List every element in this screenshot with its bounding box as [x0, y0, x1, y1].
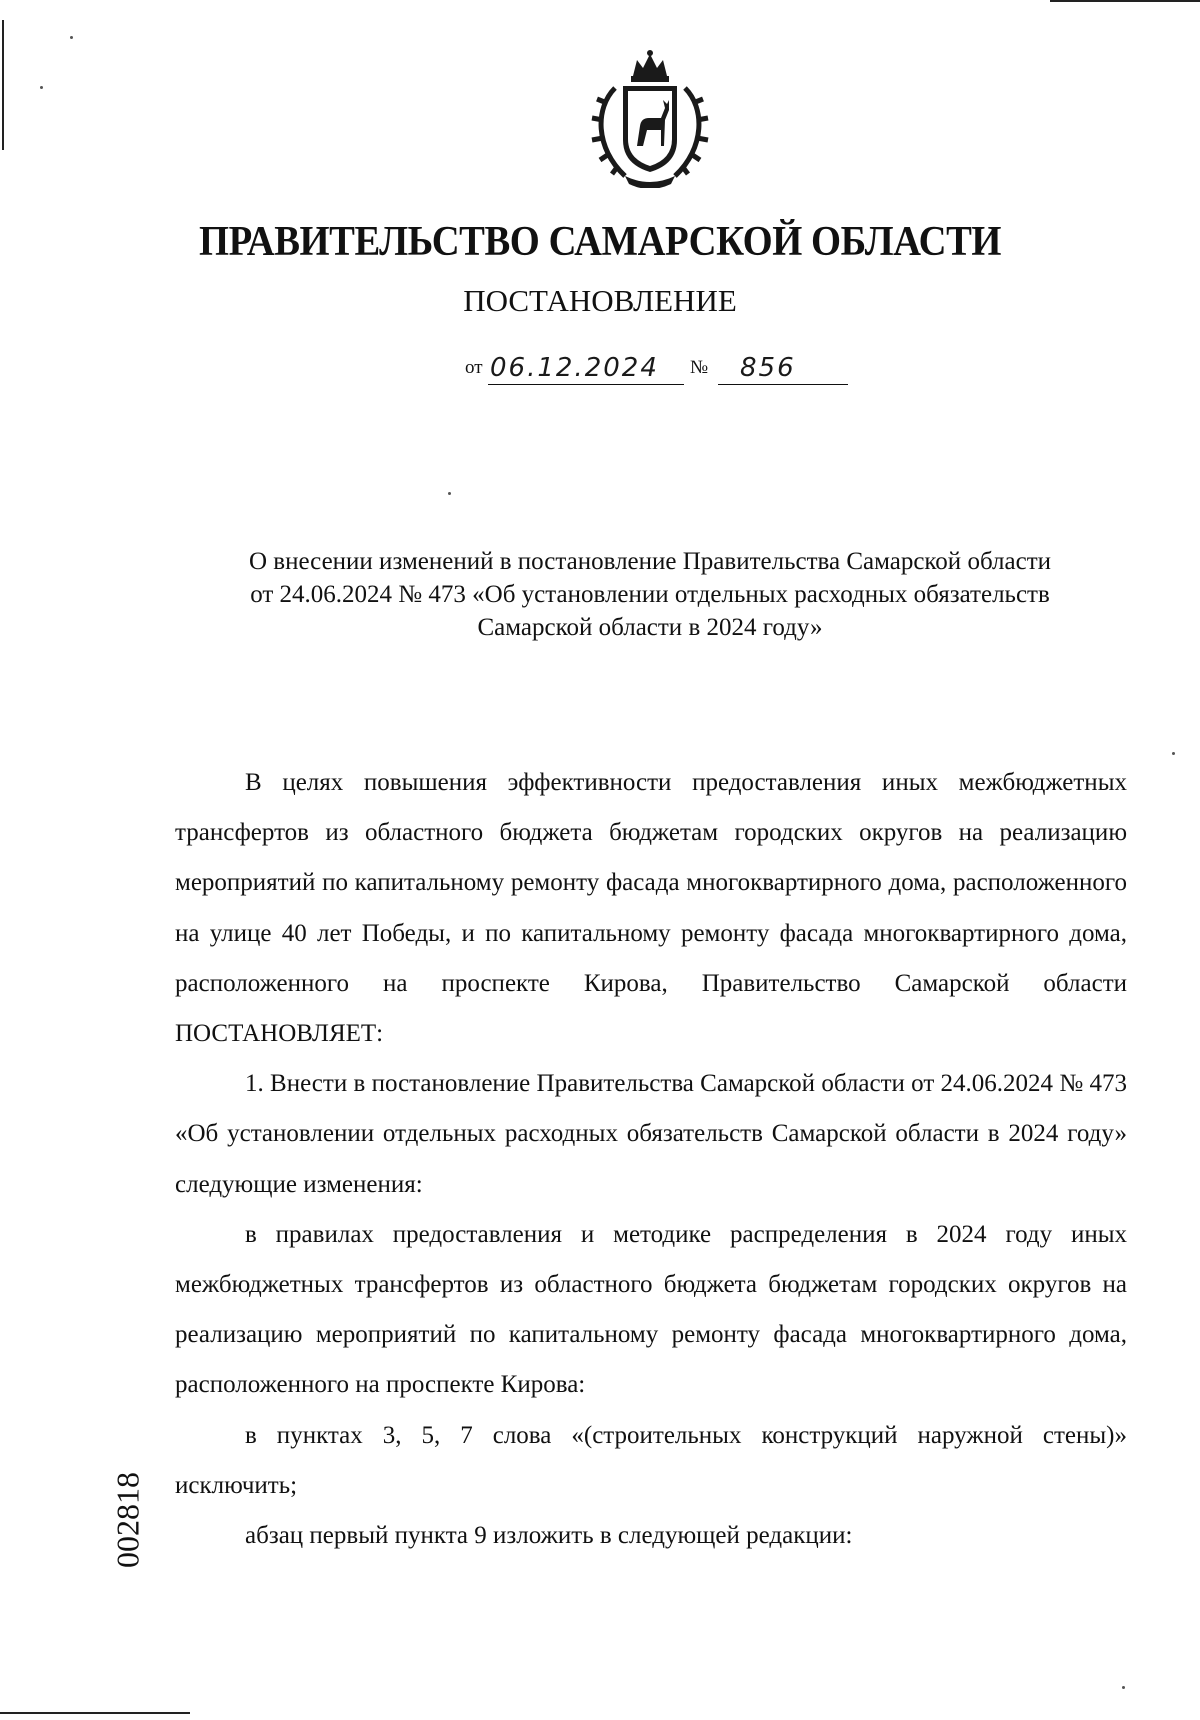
- number-prefix: №: [690, 357, 709, 378]
- side-serial-stamp: [110, 1460, 146, 1580]
- scan-speck: [1172, 752, 1175, 755]
- number-underline: [718, 384, 848, 386]
- scan-bottom-rule: [0, 1712, 190, 1714]
- date-prefix: от: [465, 357, 483, 378]
- body-paragraph: в правилах предоставления и методике распределения в 2024 году иных межбюджетных трансфертов из областного бюджета бюджетам городских округов на реализацию мероприятий по капитальному ремонту фасада многоквартирного дома, расположенного на проспекте Кирова:: [175, 1220, 1127, 1399]
- handwritten-date: 06.12.2024: [490, 353, 659, 383]
- date-underline: [488, 384, 684, 386]
- document-subject: [180, 545, 1120, 644]
- handwritten-number: 856: [740, 353, 796, 383]
- scan-edge-mark: [2, 20, 4, 150]
- subject-line: от 24.06.2024 № 473 «Об установлении отдельных расходных обязательств: [250, 581, 1050, 608]
- scan-speck: [1122, 1686, 1125, 1689]
- samara-coat-of-arms-icon: [585, 48, 715, 188]
- body-paragraph: 1. Внести в постановление Правительства Самарской области от 24.06.2024 № 473 «Об установлении отдельных расходных обязательств Самарской области в 2024 году» следующие изменения:: [175, 1070, 1127, 1198]
- scan-speck: [40, 86, 43, 89]
- subject-line: Самарской области в 2024 году»: [477, 614, 823, 641]
- subject-line: О внесении изменений в постановление Правительства Самарской области: [248, 548, 1052, 575]
- document-body: [175, 758, 1127, 1561]
- organization-title: ПРАВИТЕЛЬСТВО САМАРСКОЙ ОБЛАСТИ: [199, 219, 1001, 265]
- scan-top-rule: [1050, 0, 1200, 2]
- body-paragraph: абзац первый пункта 9 изложить в следующей редакции:: [245, 1522, 853, 1550]
- body-paragraph: В целях повышения эффективности предоставления иных межбюджетных трансфертов из областного бюджета бюджетам городских округов на реализацию мероприятий по капитальному ремонту фасада многоквартирного дома, расположенного на улице 40 лет Победы, и по капитальному ремонту фасада многоквартирного дома, расположенного на проспекте Кирова, Правительство Самарской области ПОСТАНОВЛЯЕТ:: [175, 769, 1127, 1048]
- scan-speck: [70, 36, 73, 39]
- date-number-line: [460, 345, 860, 385]
- scan-speck: [448, 492, 451, 495]
- body-paragraph: в пунктах 3, 5, 7 слова «(строительных конструкций наружной стены)» исключить;: [175, 1421, 1127, 1499]
- serial-number: 002818: [109, 1472, 146, 1568]
- document-type: ПОСТАНОВЛЕНИЕ: [463, 283, 737, 318]
